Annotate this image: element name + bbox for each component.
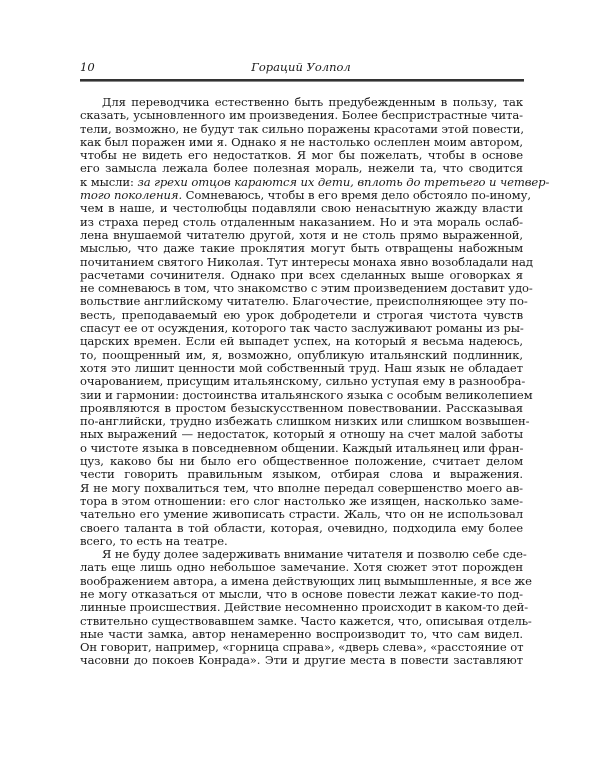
- line-text: спасут ее от осуждения, которого так часто заслуживают романы из ры-: [80, 321, 524, 336]
- text-line: [80, 374, 526, 389]
- text-line: [80, 641, 523, 654]
- text-line: [80, 322, 523, 335]
- page-number: 10: [80, 60, 95, 74]
- line-text: то, поощренный им, я, возможно, опубликую итальянский подлинник,: [80, 347, 523, 362]
- line-text: не могу отказаться от мысли, что в основе повести лежат какие-то под-: [80, 586, 523, 601]
- text-line: [80, 335, 523, 348]
- text-line: [80, 294, 528, 309]
- line-text: расчетами сочинителя. Однако при всех сделанных выше оговорках я: [80, 267, 523, 282]
- text-line: [80, 468, 523, 481]
- line-text: вольствие английскому читателю. Благочестие, преисполняющее эту по-: [80, 294, 528, 309]
- text-line: [80, 387, 533, 402]
- text-line: [80, 508, 523, 521]
- text-line: [80, 455, 523, 468]
- text-line: [80, 442, 523, 455]
- body-text: [80, 95, 550, 668]
- line-text: мыслью, что даже такие проклятия могут быть отвращены набожным: [80, 241, 523, 256]
- text-line: [80, 202, 523, 215]
- text-line: [80, 600, 529, 615]
- text-line: [80, 588, 523, 601]
- text-line: [80, 216, 523, 229]
- line-text: по-английски, трудно избежать слишком низких или слишком возвышен-: [80, 414, 530, 429]
- line-text: чтобы не видеть его недостатков. Я мог бы пожелать, чтобы в основе: [80, 148, 523, 163]
- text-line: [80, 136, 523, 149]
- line-text: к мысли:: [80, 174, 138, 189]
- line-text: весть, преподаваемый ею урок добродетели и строгая чистота чувств: [80, 307, 523, 322]
- line-text: царских времен. Если ей выпадет успех, на который я весьма надеюсь,: [80, 334, 523, 349]
- text-line: [80, 613, 532, 628]
- line-text: зии и гармонии: достоинства итальянского языка с особым великолепием: [80, 387, 533, 402]
- text-line: [80, 482, 523, 495]
- line-text: почитанием святого Николая. Тут интересы монаха явно возобладали над: [80, 254, 533, 269]
- line-text: очарованием, присущим итальянскому, сильно уступая ему в разнообра-: [80, 374, 526, 389]
- line-text: тели, возможно, не будут так сильно поражены красотами этой повести,: [80, 121, 524, 136]
- line-text: ные части замка, автор ненамеренно воспроизводит то, что сам видел.: [80, 626, 523, 641]
- line-text: хотя это лишит ценности мой собственный труд. Наш язык не обладает: [80, 360, 523, 375]
- line-text: Я не буду долее задерживать внимание читателя и позволю себе сде-: [102, 547, 527, 562]
- text-line: [80, 349, 523, 362]
- line-text: Я не могу похвалиться тем, что вполне передал совершенство моего ав-: [80, 480, 523, 495]
- text-line: [80, 162, 523, 175]
- text-line: [80, 547, 527, 562]
- text-line: [80, 188, 531, 203]
- line-text: линные происшествия. Действие несомненно происходит в каком-то дей-: [80, 600, 529, 615]
- text-line: [80, 535, 523, 548]
- line-text: Для переводчика естественно быть предубежденным в пользу, так: [102, 95, 523, 109]
- text-line: [80, 654, 523, 667]
- text-line: [80, 495, 523, 508]
- line-text: чем в наше, и честолюбцы подавляли свою ненасытную жажду власти: [80, 201, 523, 216]
- line-text: сказать, усыновленного им произведения. Более беспристрастные чита-: [80, 108, 523, 123]
- italic-text: того поколения.: [80, 188, 183, 203]
- text-line: [80, 96, 523, 109]
- text-line: [80, 628, 523, 641]
- text-line: [80, 362, 523, 375]
- line-text: ных выражений — недостаток, который я отношу на счет малой заботы: [80, 427, 523, 442]
- text-line: [80, 254, 533, 269]
- line-text: Он говорит, например, «горница справа», «дверь слева», «расстояние от: [80, 640, 524, 655]
- line-text: о чистоте языка в повседневном общении. Каждый итальянец или фран-: [80, 440, 524, 455]
- line-text: всего, то есть на театре.: [80, 533, 228, 548]
- line-text: проявляются в простом безыскусственном повествовании. Рассказывая: [80, 400, 523, 415]
- running-title: Гораций Уолпол: [251, 60, 351, 74]
- text-line: [80, 561, 523, 574]
- line-text: не сомневаюсь в том, что знакомство с этим произведением доставит удо-: [80, 281, 533, 296]
- line-text: из страха перед столь отдаленным наказанием. Но и эта мораль ослаб-: [80, 214, 523, 229]
- text-line: [80, 428, 523, 441]
- text-line: [80, 123, 523, 136]
- line-text: тора в этом отношении: его слог настолько же изящен, насколько заме-: [80, 493, 523, 508]
- line-text: своего таланта в той области, которая, очевидно, подходила ему более: [80, 520, 523, 535]
- running-header: [80, 60, 522, 76]
- text-line: [80, 242, 523, 255]
- line-text: Сомневаюсь, чтобы в его время дело обстояло по-иному,: [182, 188, 531, 203]
- line-text: как был поражен ими я. Однако я не настолько ослеплен моим автором,: [80, 134, 523, 149]
- text-line: [80, 402, 523, 415]
- line-text: его замысла лежала более полезная мораль, нежели та, что сводится: [80, 161, 523, 176]
- line-text: воображением автора, а имена действующих лиц вымышленные, я все же: [80, 573, 532, 588]
- text-line: [80, 149, 523, 162]
- text-line: [80, 414, 530, 429]
- text-line: [80, 309, 523, 322]
- text-line: [80, 229, 523, 242]
- line-text: чести говорить правильным языком, отбирая слова и выражения.: [80, 467, 523, 482]
- text-line: [80, 109, 523, 122]
- line-text: чательно его умение живописать страсти. Жаль, что он не использовал: [80, 507, 523, 522]
- line-text: часовни до покоев Конрада». Эти и другие места в повести заставляют: [80, 653, 523, 668]
- text-line: [80, 281, 533, 296]
- line-text: цуз, каково бы ни было его общественное положение, считает делом: [80, 454, 523, 469]
- text-line: [80, 174, 550, 189]
- line-text: лать еще лишь одно небольшое замечание. Хотя сюжет этот порожден: [80, 560, 523, 575]
- text-line: [80, 269, 523, 282]
- italic-text: за грехи отцов караются их дети, вплоть до третьего и четвер-: [137, 174, 550, 189]
- line-text: ствительно существовавшем замке. Часто кажется, что, описывая отдель-: [80, 613, 532, 628]
- header-rule: [80, 79, 524, 82]
- line-text: лена внушаемой читателю другой, хотя и не столь прямо выраженной,: [80, 227, 523, 242]
- text-line: [80, 573, 532, 588]
- text-line: [80, 522, 523, 535]
